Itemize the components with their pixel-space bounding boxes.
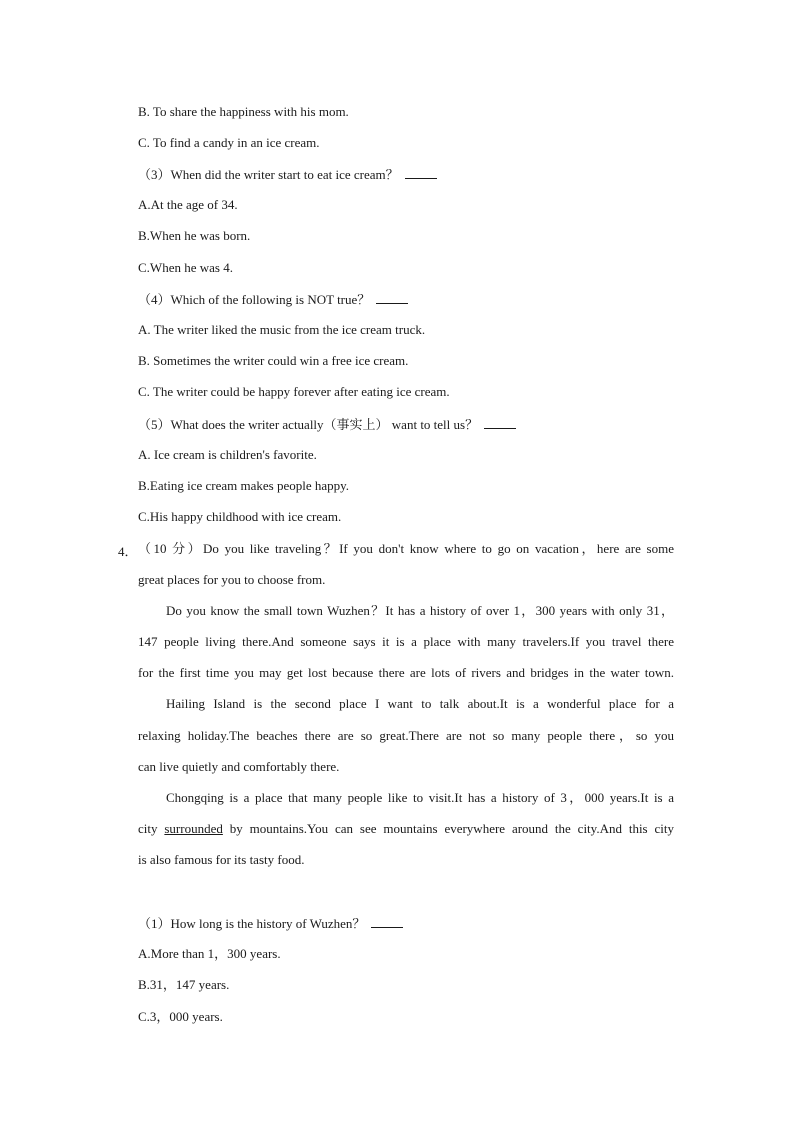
question-text: （5）What does the writer actually（事实上） want to tell us？ [138, 417, 479, 432]
paragraph-wuzhen-line: for the first time you may get lost because there are lots of rivers and bridges in the water town. [138, 665, 674, 680]
option-c: C. The writer could be happy forever after eating ice cream. [138, 384, 450, 399]
option-c: C.3，000 years. [138, 1009, 223, 1024]
answer-blank [376, 291, 408, 304]
underlined-word: surrounded [164, 821, 223, 836]
section-score: （10 分） [138, 541, 204, 556]
question-text: （3）When did the writer start to eat ice cream？ [138, 167, 399, 182]
section-number: 4． [118, 544, 138, 559]
question-text: （4）Which of the following is NOT true？ [138, 292, 371, 307]
option-a: A. The writer liked the music from the ice cream truck. [138, 322, 426, 337]
section-intro-line: great places for you to choose from. [138, 572, 326, 587]
option-b: B. To share the happiness with his mom. [138, 104, 349, 119]
option-b: B.Eating ice cream makes people happy. [138, 478, 350, 493]
option-b: B.31，147 years. [138, 977, 230, 992]
option-c: C.His happy childhood with ice cream. [138, 509, 342, 524]
question-4 [138, 291, 408, 308]
question-text: （1）How long is the history of Wuzhen？ [138, 916, 366, 931]
option-a: A.More than 1，300 years. [138, 946, 281, 961]
paragraph-wuzhen-line: 147 people living there.And someone says it is a place with many travelers.If you travel there [138, 634, 674, 649]
intro-text: Do you like traveling？If you don't know where to go on vacation，here are some [203, 541, 674, 556]
option-c: C. To find a candy in an ice cream. [138, 135, 320, 150]
paragraph-chongqing-line: is also famous for its tasty food. [138, 852, 305, 867]
option-c: C.When he was 4. [138, 260, 233, 275]
answer-blank [371, 915, 403, 928]
option-a: A.At the age of 34. [138, 197, 238, 212]
option-a: A. Ice cream is children's favorite. [138, 447, 317, 462]
text: by mountains.You can see mountains everywhere around the city.And this city [222, 821, 674, 836]
paragraph-hailing-line: Hailing Island is the second place I want to talk about.It is a wonderful place for a [166, 696, 674, 711]
paragraph-wuzhen-line: Do you know the small town Wuzhen？It has a history of over 1，300 years with only 31， [166, 603, 674, 618]
answer-blank [484, 416, 516, 429]
paragraph-hailing-line: can live quietly and comfortably there. [138, 759, 340, 774]
option-b: B.When he was born. [138, 228, 251, 243]
paragraph-chongqing-line: Chongqing is a place that many people like to visit.It has a history of 3，000 years.It is a [166, 790, 674, 805]
question-3 [138, 166, 437, 183]
paragraph-hailing-line: relaxing holiday.The beaches there are so great.There are not so many people there，so you [138, 728, 674, 743]
section-intro-line [138, 541, 674, 557]
paragraph-chongqing-line [138, 821, 674, 837]
option-b: B. Sometimes the writer could win a free ice cream. [138, 353, 409, 368]
answer-blank [405, 166, 437, 179]
text: city [138, 821, 165, 836]
question-5 [138, 416, 516, 433]
question-1 [138, 915, 403, 932]
